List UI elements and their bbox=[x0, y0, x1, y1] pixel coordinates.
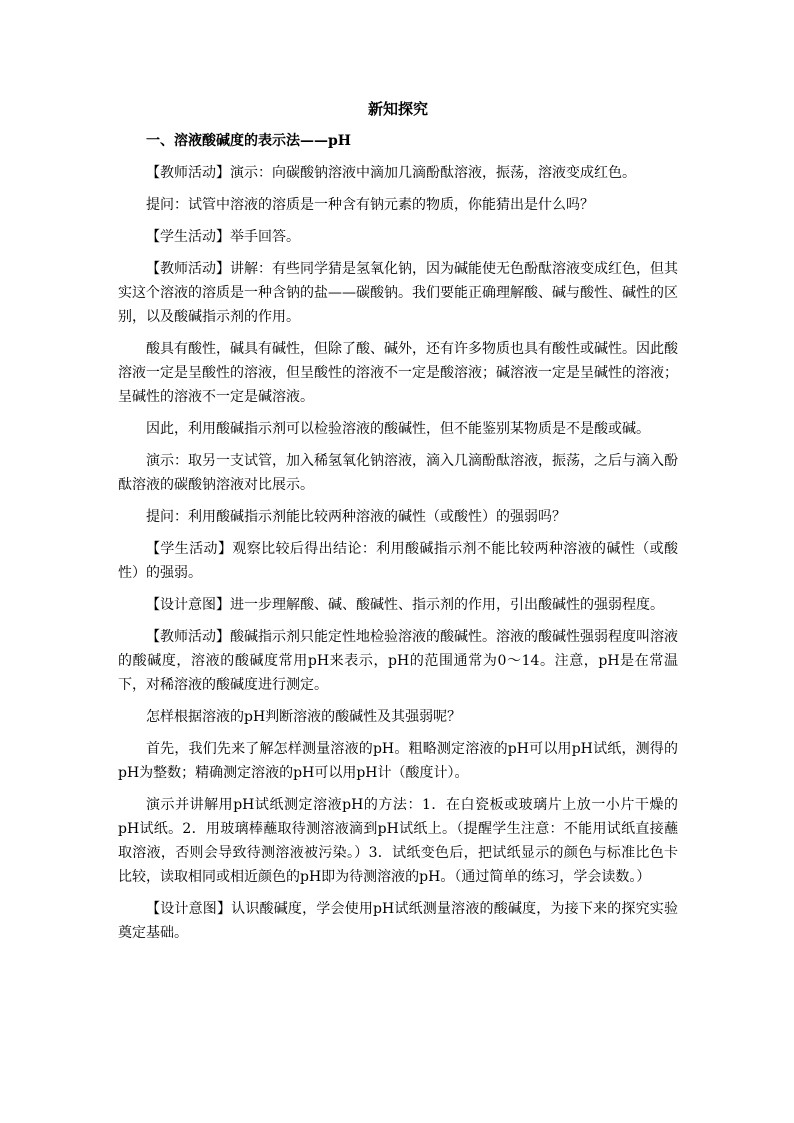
paragraph-teacher-demo: 【教师活动】演示：向碳酸钠溶液中滴加几滴酚酞溶液，振荡，溶液变成红色。 bbox=[146, 165, 636, 181]
paragraph-student-answer: 【学生活动】举手回答。 bbox=[146, 229, 300, 245]
paragraph-demo-naoh: 演示：取另一支试管，加入稀氢氧化钠溶液，滴入几滴酚酞溶液，振荡，之后与滴入酚酞溶液的碳酸钠溶液对比展示。 bbox=[118, 453, 678, 493]
paragraph-indicator-use: 因此，利用酸碱指示剂可以检验溶液的酸碱性，但不能鉴别某物质是不是酸或碱。 bbox=[146, 421, 650, 437]
paragraph-design-intent-1: 【设计意图】进一步理解酸、碱、酸碱性、指示剂的作用，引出酸碱性的强弱程度。 bbox=[146, 597, 664, 613]
paragraph-question-strength: 提问：利用酸碱指示剂能比较两种溶液的碱性（或酸性）的强弱吗？ bbox=[146, 509, 566, 525]
paragraph-acid-base-property: 酸具有酸性，碱具有碱性，但除了酸、碱外，还有许多物质也具有酸性或碱性。因此酸溶液一定是呈酸性的溶液，但呈酸性的溶液不一定是酸溶液；碱溶液一定是呈碱性的溶液；呈碱性的溶液不一定是碱溶液。 bbox=[118, 341, 678, 405]
paragraph-ph-judgement: 怎样根据溶液的pH判断溶液的酸碱性及其强弱呢？ bbox=[146, 709, 462, 725]
paragraph-teacher-ph-intro: 【教师活动】酸碱指示剂只能定性地检验溶液的酸碱性。溶液的酸碱性强弱程度叫溶液的酸碱度，溶液的酸碱度常用pH来表示，pH的范围通常为0～14。注意，pH是在常温下，对稀溶液的酸碱度进行测定。 bbox=[118, 629, 678, 693]
paragraph-design-intent-2: 【设计意图】认识酸碱度，学会使用pH试纸测量溶液的酸碱度，为接下来的探究实验奠定基础。 bbox=[118, 901, 678, 941]
document-page bbox=[118, 97, 678, 953]
paragraph-ph-measure: 首先，我们先来了解怎样测量溶液的pH。粗略测定溶液的pH可以用pH试纸，测得的pH为整数；精确测定溶液的pH可以用pH计（酸度计）。 bbox=[118, 741, 678, 781]
paragraph-student-conclusion: 【学生活动】观察比较后得出结论：利用酸碱指示剂不能比较两种溶液的碱性（或酸性）的强弱。 bbox=[118, 541, 678, 581]
section-heading: 一、溶液酸碱度的表示法——pH bbox=[146, 133, 352, 149]
paragraph-question-solute: 提问：试管中溶液的溶质是一种含有钠元素的物质，你能猜出是什么吗？ bbox=[146, 197, 594, 213]
page-title: 新知探究 bbox=[367, 100, 428, 118]
paragraph-ph-paper-method: 演示并讲解用pH试纸测定溶液pH的方法：1．在白瓷板或玻璃片上放一小片干燥的pH试纸。2．用玻璃棒蘸取待测溶液滴到pH试纸上。（提醒学生注意：不能用试纸直接蘸取溶液，否则会导致待测溶液被污染。）3．试纸变色后，把试纸显示的颜色与标准比色卡比较，读取相同或相近颜色的pH即为待测溶液的pH。（通过简单的练习，学会读数。） bbox=[118, 797, 678, 885]
paragraph-teacher-explain: 【教师活动】讲解：有些同学猜是氢氧化钠，因为碱能使无色酚酞溶液变成红色，但其实这个溶液的溶质是一种含钠的盐——碳酸钠。我们要能正确理解酸、碱与酸性、碱性的区别，以及酸碱指示剂的作用。 bbox=[118, 261, 678, 325]
